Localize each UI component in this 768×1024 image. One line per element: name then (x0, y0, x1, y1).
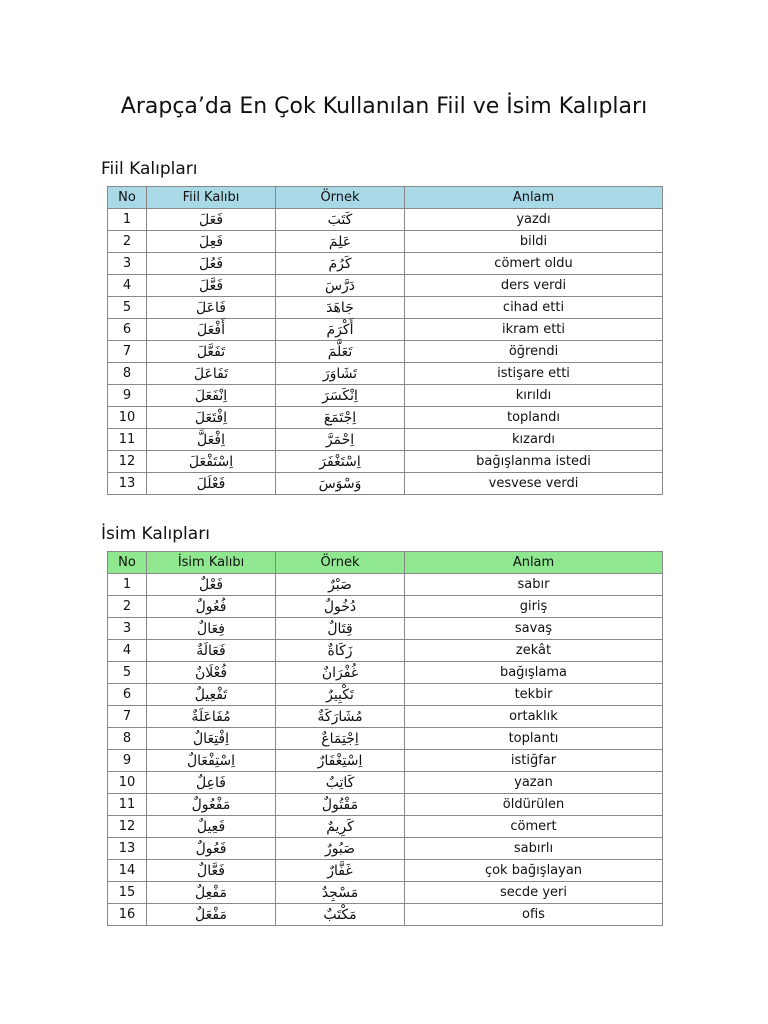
cell-meaning: bağışlanma istedi (405, 451, 663, 473)
cell-example: اِسْتِغْفَارٌ (276, 750, 405, 772)
table-row (108, 341, 663, 363)
cell-example: مَقْتُولٌ (276, 794, 405, 816)
cell-example: اِجْتَمَعَ (276, 407, 405, 429)
table-row (108, 275, 663, 297)
header-example: Örnek (276, 187, 405, 209)
header-meaning: Anlam (405, 552, 663, 574)
cell-meaning: sabır (405, 574, 663, 596)
cell-meaning: secde yeri (405, 882, 663, 904)
cell-meaning: kızardı (405, 429, 663, 451)
header-no: No (108, 552, 147, 574)
table-row (108, 385, 663, 407)
table-row (108, 407, 663, 429)
cell-no: 2 (108, 596, 147, 618)
cell-no: 11 (108, 429, 147, 451)
cell-meaning: bağışlama (405, 662, 663, 684)
cell-example: زَكَاةٌ (276, 640, 405, 662)
cell-no: 14 (108, 860, 147, 882)
cell-pattern: فَعَلَ (147, 209, 276, 231)
cell-no: 1 (108, 209, 147, 231)
cell-pattern: اِسْتِفْعَالٌ (147, 750, 276, 772)
cell-pattern: فَعُلَ (147, 253, 276, 275)
table-row (108, 816, 663, 838)
cell-pattern: فَعْلَلَ (147, 473, 276, 495)
cell-example: قِتَالٌ (276, 618, 405, 640)
cell-meaning: giriş (405, 596, 663, 618)
cell-example: دَرَّسَ (276, 275, 405, 297)
cell-example: مُشَارَكَةٌ (276, 706, 405, 728)
cell-no: 12 (108, 816, 147, 838)
table-header-row (108, 187, 663, 209)
cell-example: صَبُورٌ (276, 838, 405, 860)
isim-table (107, 551, 663, 926)
cell-example: غَفَّارٌ (276, 860, 405, 882)
cell-example: مَكْتَبٌ (276, 904, 405, 926)
table-row (108, 860, 663, 882)
cell-example: غُفْرَانٌ (276, 662, 405, 684)
table-row (108, 596, 663, 618)
cell-example: تَكْبِيرٌ (276, 684, 405, 706)
cell-no: 5 (108, 662, 147, 684)
table-row (108, 363, 663, 385)
cell-pattern: مُفَاعَلَةٌ (147, 706, 276, 728)
cell-meaning: öğrendi (405, 341, 663, 363)
table-row (108, 319, 663, 341)
cell-no: 3 (108, 618, 147, 640)
cell-pattern: فُعْلَانٌ (147, 662, 276, 684)
table-row (108, 451, 663, 473)
table-row (108, 429, 663, 451)
cell-no: 6 (108, 319, 147, 341)
table-row (108, 253, 663, 275)
cell-no: 16 (108, 904, 147, 926)
cell-no: 1 (108, 574, 147, 596)
cell-no: 12 (108, 451, 147, 473)
table-row (108, 684, 663, 706)
cell-pattern: اِنْفَعَلَ (147, 385, 276, 407)
cell-pattern: تَفَعَّلَ (147, 341, 276, 363)
cell-pattern: فَعِلَ (147, 231, 276, 253)
table-row (108, 574, 663, 596)
table-row (108, 662, 663, 684)
cell-no: 8 (108, 363, 147, 385)
table-row (108, 838, 663, 860)
cell-meaning: öldürülen (405, 794, 663, 816)
cell-example: جَاهَدَ (276, 297, 405, 319)
cell-no: 9 (108, 385, 147, 407)
table-row (108, 882, 663, 904)
cell-meaning: tekbir (405, 684, 663, 706)
table-row (108, 750, 663, 772)
cell-meaning: zekât (405, 640, 663, 662)
cell-meaning: ders verdi (405, 275, 663, 297)
cell-pattern: اِفْتَعَلَ (147, 407, 276, 429)
table-row (108, 904, 663, 926)
cell-example: كَاتِبٌ (276, 772, 405, 794)
cell-meaning: istişare etti (405, 363, 663, 385)
cell-pattern: فَعَّلَ (147, 275, 276, 297)
table-header-row (108, 552, 663, 574)
cell-meaning: ofis (405, 904, 663, 926)
header-pattern: Fiil Kalıbı (147, 187, 276, 209)
fiil-table (107, 186, 663, 495)
cell-example: اِسْتَغْفَرَ (276, 451, 405, 473)
cell-no: 7 (108, 341, 147, 363)
fiil-section-title: Fiil Kalıpları (101, 159, 198, 179)
table-row (108, 706, 663, 728)
cell-no: 10 (108, 772, 147, 794)
table-row (108, 772, 663, 794)
cell-example: تَعَلَّمَ (276, 341, 405, 363)
cell-example: كَرِيمٌ (276, 816, 405, 838)
header-pattern: İsim Kalıbı (147, 552, 276, 574)
header-meaning: Anlam (405, 187, 663, 209)
cell-pattern: فِعَالٌ (147, 618, 276, 640)
cell-no: 3 (108, 253, 147, 275)
cell-meaning: yazdı (405, 209, 663, 231)
cell-pattern: مَفْعَلٌ (147, 904, 276, 926)
cell-meaning: çok bağışlayan (405, 860, 663, 882)
cell-meaning: yazan (405, 772, 663, 794)
cell-meaning: cömert oldu (405, 253, 663, 275)
cell-example: كَرُمَ (276, 253, 405, 275)
cell-no: 9 (108, 750, 147, 772)
cell-example: تَشَاوَرَ (276, 363, 405, 385)
table-row (108, 231, 663, 253)
cell-pattern: فَعِيلٌ (147, 816, 276, 838)
cell-meaning: sabırlı (405, 838, 663, 860)
cell-no: 7 (108, 706, 147, 728)
cell-no: 10 (108, 407, 147, 429)
table-row (108, 794, 663, 816)
cell-example: وَسْوَسَ (276, 473, 405, 495)
cell-pattern: اِسْتَفْعَلَ (147, 451, 276, 473)
cell-meaning: toplantı (405, 728, 663, 750)
cell-meaning: kırıldı (405, 385, 663, 407)
cell-example: اِجْتِمَاعٌ (276, 728, 405, 750)
cell-pattern: فُعُولٌ (147, 596, 276, 618)
cell-no: 15 (108, 882, 147, 904)
cell-meaning: ortaklık (405, 706, 663, 728)
cell-no: 5 (108, 297, 147, 319)
cell-example: اِحْمَرَّ (276, 429, 405, 451)
table-row (108, 473, 663, 495)
cell-pattern: فَعَالَةٌ (147, 640, 276, 662)
cell-pattern: فَعَّالٌ (147, 860, 276, 882)
table-row (108, 618, 663, 640)
cell-pattern: تَفْعِيلٌ (147, 684, 276, 706)
page-title: Arapça’da En Çok Kullanılan Fiil ve İsim Kalıpları (120, 94, 648, 119)
table-row (108, 728, 663, 750)
cell-no: 4 (108, 275, 147, 297)
cell-pattern: فَاعَلَ (147, 297, 276, 319)
isim-section-title: İsim Kalıpları (101, 524, 210, 544)
cell-example: كَتَبَ (276, 209, 405, 231)
cell-example: أَكْرَمَ (276, 319, 405, 341)
cell-meaning: istiğfar (405, 750, 663, 772)
cell-pattern: فَاعِلٌ (147, 772, 276, 794)
cell-no: 8 (108, 728, 147, 750)
table-row (108, 297, 663, 319)
cell-meaning: savaş (405, 618, 663, 640)
cell-pattern: اِفْتِعَالٌ (147, 728, 276, 750)
cell-no: 4 (108, 640, 147, 662)
cell-example: عَلِمَ (276, 231, 405, 253)
cell-meaning: bildi (405, 231, 663, 253)
cell-pattern: فَعْلٌ (147, 574, 276, 596)
cell-pattern: تَفَاعَلَ (147, 363, 276, 385)
header-no: No (108, 187, 147, 209)
table-row (108, 209, 663, 231)
cell-meaning: toplandı (405, 407, 663, 429)
cell-example: صَبْرٌ (276, 574, 405, 596)
cell-pattern: اِفْعَلَّ (147, 429, 276, 451)
cell-meaning: cömert (405, 816, 663, 838)
cell-no: 6 (108, 684, 147, 706)
cell-no: 13 (108, 473, 147, 495)
cell-example: دُخُولٌ (276, 596, 405, 618)
cell-meaning: vesvese verdi (405, 473, 663, 495)
cell-pattern: فَعُولٌ (147, 838, 276, 860)
cell-example: مَسْجِدٌ (276, 882, 405, 904)
cell-example: اِنْكَسَرَ (276, 385, 405, 407)
cell-meaning: cihad etti (405, 297, 663, 319)
cell-pattern: مَفْعِلٌ (147, 882, 276, 904)
table-row (108, 640, 663, 662)
cell-pattern: مَفْعُولٌ (147, 794, 276, 816)
cell-meaning: ikram etti (405, 319, 663, 341)
cell-no: 13 (108, 838, 147, 860)
header-example: Örnek (276, 552, 405, 574)
cell-no: 11 (108, 794, 147, 816)
cell-pattern: أَفْعَلَ (147, 319, 276, 341)
cell-no: 2 (108, 231, 147, 253)
